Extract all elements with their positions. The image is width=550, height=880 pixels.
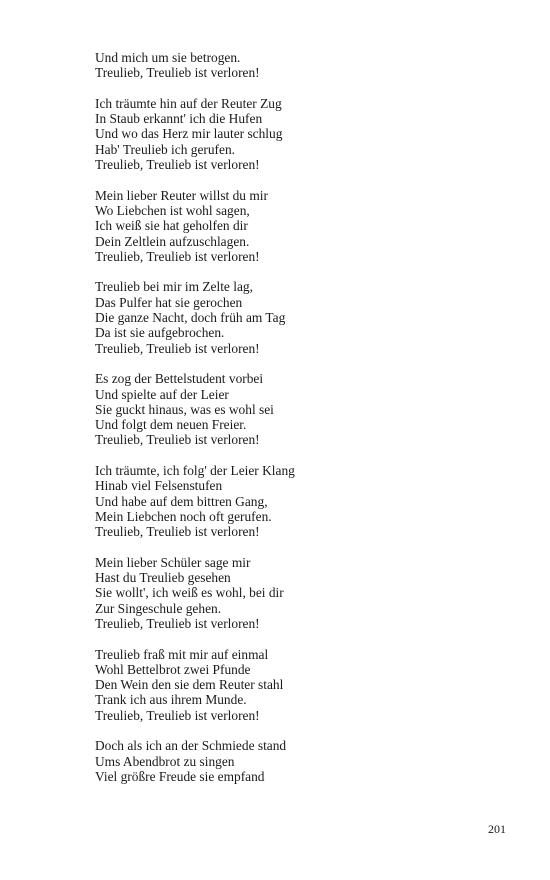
stanza [95, 371, 515, 447]
poem-line: Hab' Treulieb ich gerufen. [95, 141, 236, 157]
poem-line: Zur Singeschule gehen. [95, 600, 222, 616]
poem-line: Mein lieber Reuter willst du mir [95, 187, 268, 203]
stanza [95, 647, 515, 723]
page-number: 201 [488, 822, 506, 836]
poem-line: Hast du Treulieb gesehen [95, 570, 231, 586]
poem-line: Mein lieber Schüler sage mir [95, 554, 251, 570]
stanza [95, 50, 515, 81]
poem-text [95, 50, 515, 800]
stanza [95, 738, 515, 784]
poem-line: Ich weiß sie hat geholfen dir [95, 218, 248, 234]
poem-line: Ich träumte, ich folg' der Leier Klang [95, 463, 295, 479]
poem-line: Trank ich aus ihrem Munde. [95, 692, 247, 708]
poem-line: Treulieb, Treulieb ist verloren! [95, 615, 260, 631]
poem-line: Das Pulfer hat sie gerochen [95, 294, 243, 310]
poem-line: Wo Liebchen ist wohl sagen, [95, 202, 250, 218]
poem-line: Hinab viel Felsenstufen [95, 478, 223, 494]
poem-line: Ich träumte hin auf der Reuter Zug [95, 95, 282, 111]
poem-line: Treulieb bei mir im Zelte lag, [95, 279, 253, 295]
poem-line: In Staub erkannt' ich die Hufen [95, 111, 263, 127]
poem-line: Die ganze Nacht, doch früh am Tag [95, 310, 286, 326]
poem-line: Doch als ich an der Schmiede stand [95, 738, 287, 754]
poem-line: Treulieb, Treulieb ist verloren! [95, 340, 260, 356]
poem-line: Viel größre Freude sie empfand [95, 768, 265, 784]
poem-line: Und wo das Herz mir lauter schlug [95, 126, 283, 142]
poem-line: Sie wollt', ich weiß es wohl, bei dir [95, 585, 284, 601]
poem-line: Treulieb, Treulieb ist verloren! [95, 248, 260, 264]
poem-line: Wohl Bettelbrot zwei Pfunde [95, 661, 251, 677]
stanza [95, 279, 515, 355]
poem-line: Dein Zeltlein aufzuschlagen. [95, 233, 250, 249]
poem-line: Treulieb, Treulieb ist verloren! [95, 432, 260, 448]
poem-line: Treulieb, Treulieb ist verloren! [95, 157, 260, 173]
poem-line: Treulieb, Treulieb ist verloren! [95, 707, 260, 723]
poem-line: Da ist sie aufgebrochen. [95, 325, 225, 341]
poem-line: Treulieb fraß mit mir auf einmal [95, 646, 269, 662]
poem-line: Es zog der Bettelstudent vorbei [95, 371, 264, 387]
poem-line: Mein Liebchen noch oft gerufen. [95, 508, 272, 524]
stanza [95, 188, 515, 264]
poem-line: Und habe auf dem bittren Gang, [95, 493, 268, 509]
poem-line: Und mich um sie betrogen. [95, 50, 241, 65]
stanza [95, 463, 515, 539]
poem-line: Sie guckt hinaus, was es wohl sei [95, 401, 274, 417]
stanza [95, 96, 515, 172]
poem-line: Und spielte auf der Leier [95, 386, 229, 402]
poem-line: Und folgt dem neuen Freier. [95, 417, 247, 433]
poem-line: Den Wein den sie dem Reuter stahl [95, 677, 284, 693]
stanza [95, 555, 515, 631]
poem-line: Ums Abendbrot zu singen [95, 753, 235, 769]
poem-line: Treulieb, Treulieb ist verloren! [95, 524, 260, 540]
poem-line: Treulieb, Treulieb ist verloren! [95, 65, 260, 81]
